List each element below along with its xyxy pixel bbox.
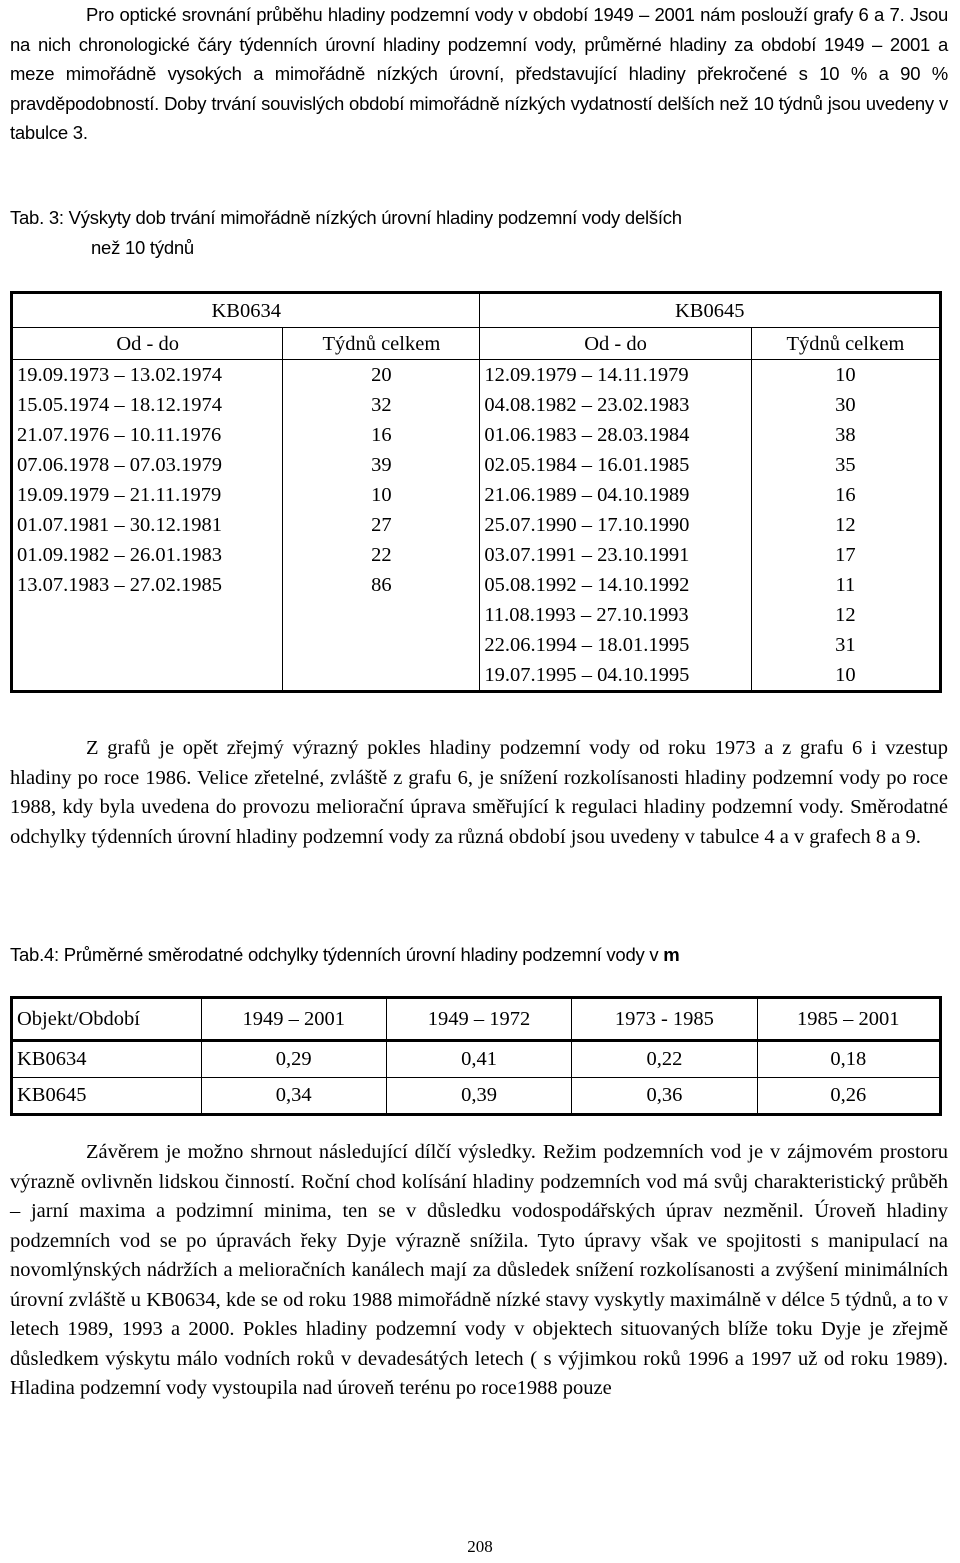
table3-cell: 12	[751, 600, 940, 630]
table3-cell: 19.09.1973 – 13.02.1974	[12, 360, 283, 391]
table-row	[12, 540, 941, 570]
table4-caption-unit: m	[663, 944, 680, 965]
middle-paragraph: Z grafů je opět zřejmý výrazný pokles hladiny podzemní vody od roku 1973 a z grafu 6 i vzestup hladiny po roce 1986. Velice zřetelné, zvláště z grafu 6, je snížení rozkolísanosti hladiny podzemní vody po roce 1988, kdy byla uvedena do provozu meliorační úprava směřující k regulaci hladiny podzemní vody. Směrodatné odchylky týdenních úrovní hladiny podzemní vody za různá období jsou uvedeny v tabulce 4 a v grafech 8 a 9.	[10, 737, 948, 848]
table4-caption	[10, 940, 948, 970]
table3-caption	[10, 203, 948, 262]
table-row	[12, 420, 941, 450]
table3-cell: 13.07.1983 – 27.02.1985	[12, 570, 283, 600]
table-row	[12, 480, 941, 510]
table3-cell: 19.07.1995 – 04.10.1995	[480, 660, 751, 692]
table3-cell: 39	[283, 450, 480, 480]
table4-cell: KB0645	[12, 1078, 202, 1115]
table3-cell	[283, 660, 480, 692]
table3-cell: 19.09.1979 – 21.11.1979	[12, 480, 283, 510]
table3-caption-line2: než 10 týdnů	[91, 236, 194, 258]
table3-cell: 22	[283, 540, 480, 570]
page-number: 208	[467, 1537, 493, 1556]
table3-sub-header: Od - do	[12, 328, 283, 360]
table3-cell	[12, 660, 283, 692]
table3-cell: 01.07.1981 – 30.12.1981	[12, 510, 283, 540]
table3-cell: 15.05.1974 – 18.12.1974	[12, 390, 283, 420]
table3-cell: 11	[751, 570, 940, 600]
table3-cell: 10	[283, 480, 480, 510]
table3-cell: 02.05.1984 – 16.01.1985	[480, 450, 751, 480]
table-row	[12, 660, 941, 692]
table3-cell: 30	[751, 390, 940, 420]
table3-cell: 01.06.1983 – 28.03.1984	[480, 420, 751, 450]
table3-cell: 10	[751, 660, 940, 692]
table4	[10, 996, 942, 1116]
table4-header: 1973 - 1985	[572, 998, 757, 1041]
table3-cell: 21.06.1989 – 04.10.1989	[480, 480, 751, 510]
table3-cell: 32	[283, 390, 480, 420]
table3-cell: 11.08.1993 – 27.10.1993	[480, 600, 751, 630]
table4-header: Objekt/Období	[12, 998, 202, 1041]
table4-cell: 0,36	[572, 1078, 757, 1115]
table4-cell: 0,41	[386, 1041, 571, 1078]
table4-cell: 0,39	[386, 1078, 571, 1115]
table3-cell: 17	[751, 540, 940, 570]
table4-caption-text: Tab.4: Průměrné směrodatné odchylky týdenních úrovní hladiny podzemní vody v	[10, 944, 664, 965]
conclusion-paragraph: Závěrem je možno shrnout následující dílčí výsledky. Režim podzemních vod je v zájmovém prostoru výrazně ovlivněn lidskou činností. Roční chod kolísání hladiny podzemních vod má svůj charakteristický průběh – jarní maxima a podzimní minima, ten se v důsledku vodospodářských úprav nezměnil. Úroveň hladiny podzemních vod se po úpravách řeky Dyje výrazně snížila. Tyto úpravy však ve spojitosti s manipulací na novomlýnských nádržích a melioračních kanálech mají za důsledek snížení rozkolísanosti a zvýšení minimálních úrovní zvláště u KB0634, kde se od roku 1988 mimořádně nízké stavy vyskytly maximálně v délce 5 týdnů, a to v letech 1989, 1993 a 2000. Pokles hladiny podzemní vody v objektech situovaných blíže toku Dyje je zřejmě důsledkem výskytu málo vodních roků v devadesátých letech ( s výjimkou roků 1996 a 1997 už od roku 1989). Hladina podzemní vody vystoupila nad úroveň terénu po roce1988 pouze	[10, 1141, 948, 1399]
table4-header: 1949 – 1972	[386, 998, 571, 1041]
table3-cell: 38	[751, 420, 940, 450]
table3-sub-header: Týdnů celkem	[283, 328, 480, 360]
table-row	[12, 570, 941, 600]
table-row	[12, 1041, 941, 1078]
table3-cell: 04.08.1982 – 23.02.1983	[480, 390, 751, 420]
table4-cell: 0,22	[572, 1041, 757, 1078]
intro-paragraph: Pro optické srovnání průběhu hladiny podzemní vody v období 1949 – 2001 nám poslouží grafy 6 a 7. Jsou na nich chronologické čáry týdenních úrovní hladiny podzemní vody, průměrné hladiny za období 1949 – 2001 a meze mimořádně vysokých a mimořádně nízkých úrovní, představující hladiny překročené s 10 % a 90 % pravděpodobností. Doby trvání souvislých období mimořádně nízkých vydatností delších než 10 týdnů jsou uvedeny v tabulce 3.	[10, 4, 948, 143]
table3-group-header: KB0634	[12, 293, 480, 328]
table4-cell: 0,26	[757, 1078, 940, 1115]
table3-cell	[283, 630, 480, 660]
table3-cell: 01.09.1982 – 26.01.1983	[12, 540, 283, 570]
table3-caption-line1: Tab. 3: Výskyty dob trvání mimořádně nízkých úrovní hladiny podzemní vody delších	[10, 207, 682, 228]
table4-cell: KB0634	[12, 1041, 202, 1078]
table3-cell: 16	[751, 480, 940, 510]
table3-cell: 03.07.1991 – 23.10.1991	[480, 540, 751, 570]
table4-header-row	[12, 998, 941, 1041]
table-row	[12, 1078, 941, 1115]
table3-cell: 27	[283, 510, 480, 540]
table3-sub-header: Týdnů celkem	[751, 328, 940, 360]
table3-cell	[12, 630, 283, 660]
table4-header: 1985 – 2001	[757, 998, 940, 1041]
table4-header: 1949 – 2001	[201, 998, 386, 1041]
table3-cell: 86	[283, 570, 480, 600]
table3-sub-header-row	[12, 328, 941, 360]
table3-cell: 20	[283, 360, 480, 391]
table-row	[12, 630, 941, 660]
table3	[10, 291, 942, 693]
table3-cell	[283, 600, 480, 630]
table3-cell: 12	[751, 510, 940, 540]
table3-cell	[12, 600, 283, 630]
table3-cell: 31	[751, 630, 940, 660]
table3-cell: 07.06.1978 – 07.03.1979	[12, 450, 283, 480]
table4-cell: 0,29	[201, 1041, 386, 1078]
table3-cell: 25.07.1990 – 17.10.1990	[480, 510, 751, 540]
table-row	[12, 510, 941, 540]
table3-cell: 22.06.1994 – 18.01.1995	[480, 630, 751, 660]
table3-group-header: KB0645	[480, 293, 941, 328]
table3-cell: 05.08.1992 – 14.10.1992	[480, 570, 751, 600]
table3-cell: 12.09.1979 – 14.11.1979	[480, 360, 751, 391]
table3-cell: 35	[751, 450, 940, 480]
table3-cell: 21.07.1976 – 10.11.1976	[12, 420, 283, 450]
table-row	[12, 360, 941, 391]
table-row	[12, 450, 941, 480]
table3-group-header-row	[12, 293, 941, 328]
table3-cell: 10	[751, 360, 940, 391]
table4-cell: 0,34	[201, 1078, 386, 1115]
table-row	[12, 600, 941, 630]
table3-cell: 16	[283, 420, 480, 450]
table-row	[12, 390, 941, 420]
table4-cell: 0,18	[757, 1041, 940, 1078]
table3-sub-header: Od - do	[480, 328, 751, 360]
